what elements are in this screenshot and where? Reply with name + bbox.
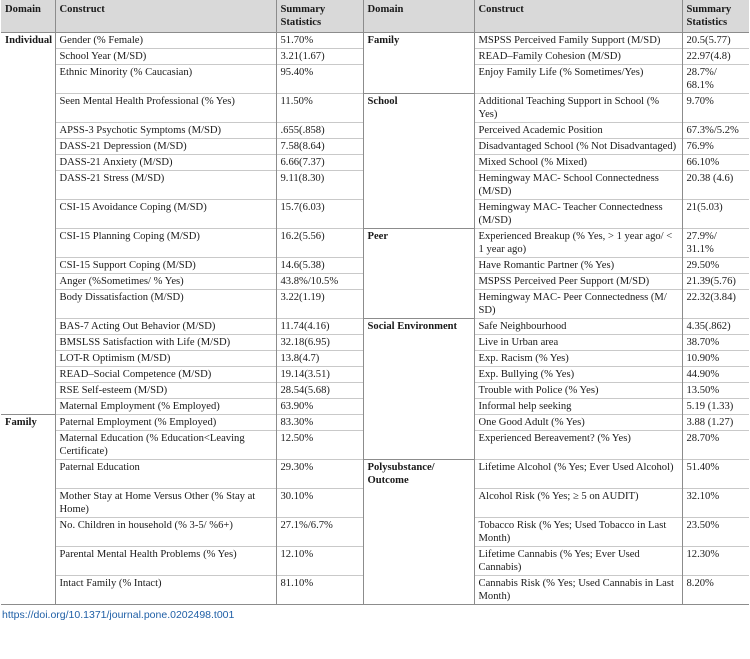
cell-summary-left: 32.18(6.95) xyxy=(276,335,363,351)
cell-summary-left: .655(.858) xyxy=(276,123,363,139)
cell-summary-right: 8.20% xyxy=(682,575,749,604)
cell-domain-right xyxy=(363,575,474,604)
cell-construct-left: Ethnic Minority (% Caucasian) xyxy=(55,65,276,94)
cell-construct-right: Live in Urban area xyxy=(474,335,682,351)
cell-domain-left xyxy=(1,290,55,319)
cell-domain-right xyxy=(363,415,474,431)
cell-summary-right: 67.3%/5.2% xyxy=(682,123,749,139)
cell-domain-left xyxy=(1,575,55,604)
cell-summary-right: 28.7%/ 68.1% xyxy=(682,65,749,94)
cell-construct-left: DASS-21 Anxiety (M/SD) xyxy=(55,155,276,171)
cell-summary-right: 29.50% xyxy=(682,258,749,274)
cell-domain-right xyxy=(363,546,474,575)
cell-construct-left: DASS-21 Stress (M/SD) xyxy=(55,171,276,200)
cell-domain-left xyxy=(1,258,55,274)
table-row xyxy=(1,546,749,575)
cell-construct-right: Exp. Racism (% Yes) xyxy=(474,351,682,367)
cell-summary-left: 29.30% xyxy=(276,460,363,489)
cell-construct-right: Safe Neighbourhood xyxy=(474,319,682,335)
cell-domain-left xyxy=(1,367,55,383)
cell-domain-left xyxy=(1,94,55,123)
cell-construct-right: Informal help seeking xyxy=(474,399,682,415)
cell-summary-left: 27.1%/6.7% xyxy=(276,517,363,546)
cell-domain-left xyxy=(1,200,55,229)
cell-domain-right xyxy=(363,274,474,290)
cell-construct-right: Experienced Breakup (% Yes, > 1 year ago/ < 1 year ago) xyxy=(474,229,682,258)
cell-domain-left: Family xyxy=(1,415,55,431)
cell-summary-right: 20.38 (4.6) xyxy=(682,171,749,200)
header-domain: Domain xyxy=(1,0,55,33)
cell-domain-left xyxy=(1,517,55,546)
cell-summary-right: 44.90% xyxy=(682,367,749,383)
cell-construct-left: RSE Self-esteem (M/SD) xyxy=(55,383,276,399)
cell-construct-right: Enjoy Family Life (% Sometimes/Yes) xyxy=(474,65,682,94)
cell-summary-right: 21.39(5.76) xyxy=(682,274,749,290)
cell-summary-left: 43.8%/10.5% xyxy=(276,274,363,290)
cell-domain-right xyxy=(363,431,474,460)
cell-summary-left: 19.14(3.51) xyxy=(276,367,363,383)
cell-summary-left: 3.22(1.19) xyxy=(276,290,363,319)
cell-domain-right xyxy=(363,383,474,399)
cell-construct-left: School Year (M/SD) xyxy=(55,49,276,65)
cell-construct-right: MSPSS Perceived Peer Support (M/SD) xyxy=(474,274,682,290)
cell-domain-right xyxy=(363,139,474,155)
cell-construct-left: Maternal Employment (% Employed) xyxy=(55,399,276,415)
cell-construct-right: Tobacco Risk (% Yes; Used Tobacco in Last Month) xyxy=(474,517,682,546)
cell-summary-right: 32.10% xyxy=(682,488,749,517)
cell-construct-left: Body Dissatisfaction (M/SD) xyxy=(55,290,276,319)
cell-construct-left: Paternal Education xyxy=(55,460,276,489)
cell-construct-left: CSI-15 Planning Coping (M/SD) xyxy=(55,229,276,258)
cell-domain-left xyxy=(1,319,55,335)
cell-construct-right: Lifetime Cannabis (% Yes; Ever Used Cannabis) xyxy=(474,546,682,575)
summary-statistics-table xyxy=(1,0,749,605)
cell-construct-left: BMSLSS Satisfaction with Life (M/SD) xyxy=(55,335,276,351)
cell-construct-left: READ–Social Competence (M/SD) xyxy=(55,367,276,383)
cell-summary-right: 4.35(.862) xyxy=(682,319,749,335)
cell-construct-left: LOT-R Optimism (M/SD) xyxy=(55,351,276,367)
cell-construct-left: Gender (% Female) xyxy=(55,33,276,49)
header-summary-statistics: Summary Statistics xyxy=(276,0,363,33)
table-row xyxy=(1,65,749,94)
table-row xyxy=(1,49,749,65)
cell-summary-right: 28.70% xyxy=(682,431,749,460)
header-construct: Construct xyxy=(55,0,276,33)
cell-summary-right: 5.19 (1.33) xyxy=(682,399,749,415)
cell-domain-right xyxy=(363,155,474,171)
cell-construct-left: BAS-7 Acting Out Behavior (M/SD) xyxy=(55,319,276,335)
cell-construct-left: Maternal Education (% Education<Leaving Certificate) xyxy=(55,431,276,460)
cell-domain-left: Individual xyxy=(1,33,55,49)
cell-summary-left: 51.70% xyxy=(276,33,363,49)
cell-domain-right xyxy=(363,65,474,94)
cell-domain-right xyxy=(363,258,474,274)
cell-construct-right: Alcohol Risk (% Yes; ≥ 5 on AUDIT) xyxy=(474,488,682,517)
cell-summary-right: 51.40% xyxy=(682,460,749,489)
cell-summary-left: 95.40% xyxy=(276,65,363,94)
cell-domain-right xyxy=(363,200,474,229)
table-row xyxy=(1,258,749,274)
cell-domain-left xyxy=(1,171,55,200)
cell-summary-left: 30.10% xyxy=(276,488,363,517)
table-row xyxy=(1,575,749,604)
cell-summary-right: 10.90% xyxy=(682,351,749,367)
cell-domain-right: School xyxy=(363,94,474,123)
cell-domain-right xyxy=(363,488,474,517)
cell-construct-right: Hemingway MAC- School Connectedness (M/SD) xyxy=(474,171,682,200)
cell-domain-left xyxy=(1,431,55,460)
cell-construct-right: Cannabis Risk (% Yes; Used Cannabis in Last Month) xyxy=(474,575,682,604)
cell-summary-left: 12.10% xyxy=(276,546,363,575)
cell-construct-right: Hemingway MAC- Peer Connectedness (M/ SD) xyxy=(474,290,682,319)
cell-summary-left: 83.30% xyxy=(276,415,363,431)
cell-domain-right: Family xyxy=(363,33,474,49)
table-row xyxy=(1,367,749,383)
cell-domain-right xyxy=(363,49,474,65)
cell-domain-left xyxy=(1,229,55,258)
cell-summary-left: 13.8(4.7) xyxy=(276,351,363,367)
cell-domain-left xyxy=(1,488,55,517)
cell-summary-left: 3.21(1.67) xyxy=(276,49,363,65)
table-header-row xyxy=(1,0,749,33)
cell-summary-left: 15.7(6.03) xyxy=(276,200,363,229)
header-construct: Construct xyxy=(474,0,682,33)
cell-construct-left: Intact Family (% Intact) xyxy=(55,575,276,604)
table-row xyxy=(1,123,749,139)
cell-summary-right: 66.10% xyxy=(682,155,749,171)
cell-domain-left xyxy=(1,155,55,171)
cell-domain-right xyxy=(363,399,474,415)
cell-construct-right: Additional Teaching Support in School (% Yes) xyxy=(474,94,682,123)
cell-construct-right: Have Romantic Partner (% Yes) xyxy=(474,258,682,274)
cell-construct-right: Exp. Bullying (% Yes) xyxy=(474,367,682,383)
cell-domain-left xyxy=(1,49,55,65)
table-row xyxy=(1,351,749,367)
cell-construct-right: One Good Adult (% Yes) xyxy=(474,415,682,431)
table-row xyxy=(1,460,749,489)
table-row xyxy=(1,200,749,229)
cell-summary-left: 14.6(5.38) xyxy=(276,258,363,274)
table-row xyxy=(1,171,749,200)
cell-summary-left: 63.90% xyxy=(276,399,363,415)
cell-construct-right: MSPSS Perceived Family Support (M/SD) xyxy=(474,33,682,49)
cell-domain-right: Peer xyxy=(363,229,474,258)
cell-summary-left: 28.54(5.68) xyxy=(276,383,363,399)
table-row xyxy=(1,319,749,335)
cell-domain-right xyxy=(363,335,474,351)
cell-summary-right: 22.97(4.8) xyxy=(682,49,749,65)
table-row xyxy=(1,431,749,460)
table-row xyxy=(1,335,749,351)
table-row xyxy=(1,290,749,319)
cell-domain-right: Social Environment xyxy=(363,319,474,335)
cell-summary-right: 20.5(5.77) xyxy=(682,33,749,49)
cell-construct-right: Disadvantaged School (% Not Disadvantaged) xyxy=(474,139,682,155)
cell-summary-left: 7.58(8.64) xyxy=(276,139,363,155)
cell-domain-left xyxy=(1,139,55,155)
cell-construct-left: Parental Mental Health Problems (% Yes) xyxy=(55,546,276,575)
cell-summary-right: 38.70% xyxy=(682,335,749,351)
cell-construct-right: Hemingway MAC- Teacher Connectedness (M/SD) xyxy=(474,200,682,229)
table-row xyxy=(1,517,749,546)
cell-domain-left xyxy=(1,383,55,399)
cell-summary-left: 81.10% xyxy=(276,575,363,604)
cell-domain-right: Polysubstance/ Outcome xyxy=(363,460,474,489)
cell-summary-left: 11.50% xyxy=(276,94,363,123)
cell-domain-left xyxy=(1,399,55,415)
cell-construct-left: DASS-21 Depression (M/SD) xyxy=(55,139,276,155)
cell-construct-right: Perceived Academic Position xyxy=(474,123,682,139)
cell-summary-left: 11.74(4.16) xyxy=(276,319,363,335)
cell-summary-right: 27.9%/ 31.1% xyxy=(682,229,749,258)
cell-construct-right: Lifetime Alcohol (% Yes; Ever Used Alcohol) xyxy=(474,460,682,489)
cell-construct-right: Trouble with Police (% Yes) xyxy=(474,383,682,399)
header-domain: Domain xyxy=(363,0,474,33)
cell-domain-left xyxy=(1,546,55,575)
table-row xyxy=(1,229,749,258)
cell-domain-left xyxy=(1,65,55,94)
cell-construct-left: Anger (%Sometimes/ % Yes) xyxy=(55,274,276,290)
table-row xyxy=(1,139,749,155)
table-row xyxy=(1,33,749,49)
cell-construct-right: Mixed School (% Mixed) xyxy=(474,155,682,171)
cell-summary-left: 16.2(5.56) xyxy=(276,229,363,258)
cell-construct-left: CSI-15 Avoidance Coping (M/SD) xyxy=(55,200,276,229)
cell-construct-left: APSS-3 Psychotic Symptoms (M/SD) xyxy=(55,123,276,139)
cell-summary-right: 22.32(3.84) xyxy=(682,290,749,319)
cell-summary-right: 21(5.03) xyxy=(682,200,749,229)
cell-construct-left: No. Children in household (% 3-5/ %6+) xyxy=(55,517,276,546)
cell-domain-right xyxy=(363,351,474,367)
cell-summary-right: 9.70% xyxy=(682,94,749,123)
cell-construct-left: Seen Mental Health Professional (% Yes) xyxy=(55,94,276,123)
table-row xyxy=(1,415,749,431)
cell-summary-left: 6.66(7.37) xyxy=(276,155,363,171)
cell-construct-left: Mother Stay at Home Versus Other (% Stay at Home) xyxy=(55,488,276,517)
cell-domain-left xyxy=(1,335,55,351)
table-row xyxy=(1,399,749,415)
cell-summary-right: 23.50% xyxy=(682,517,749,546)
cell-domain-left xyxy=(1,123,55,139)
cell-summary-right: 13.50% xyxy=(682,383,749,399)
cell-construct-right: Experienced Bereavement? (% Yes) xyxy=(474,431,682,460)
cell-summary-right: 12.30% xyxy=(682,546,749,575)
table-row xyxy=(1,488,749,517)
cell-construct-right: READ–Family Cohesion (M/SD) xyxy=(474,49,682,65)
cell-construct-left: CSI-15 Support Coping (M/SD) xyxy=(55,258,276,274)
table-row xyxy=(1,274,749,290)
cell-summary-right: 76.9% xyxy=(682,139,749,155)
doi-link[interactable]: https://doi.org/10.1371/journal.pone.0202498.t001 xyxy=(2,608,235,621)
cell-domain-left xyxy=(1,351,55,367)
cell-summary-right: 3.88 (1.27) xyxy=(682,415,749,431)
cell-domain-right xyxy=(363,367,474,383)
cell-domain-left xyxy=(1,460,55,489)
cell-domain-right xyxy=(363,123,474,139)
table-row xyxy=(1,94,749,123)
cell-construct-left: Paternal Employment (% Employed) xyxy=(55,415,276,431)
cell-summary-left: 12.50% xyxy=(276,431,363,460)
table-row xyxy=(1,155,749,171)
table-row xyxy=(1,383,749,399)
cell-domain-right xyxy=(363,171,474,200)
cell-summary-left: 9.11(8.30) xyxy=(276,171,363,200)
header-summary-statistics: Summary Statistics xyxy=(682,0,749,33)
cell-domain-left xyxy=(1,274,55,290)
cell-domain-right xyxy=(363,290,474,319)
cell-domain-right xyxy=(363,517,474,546)
